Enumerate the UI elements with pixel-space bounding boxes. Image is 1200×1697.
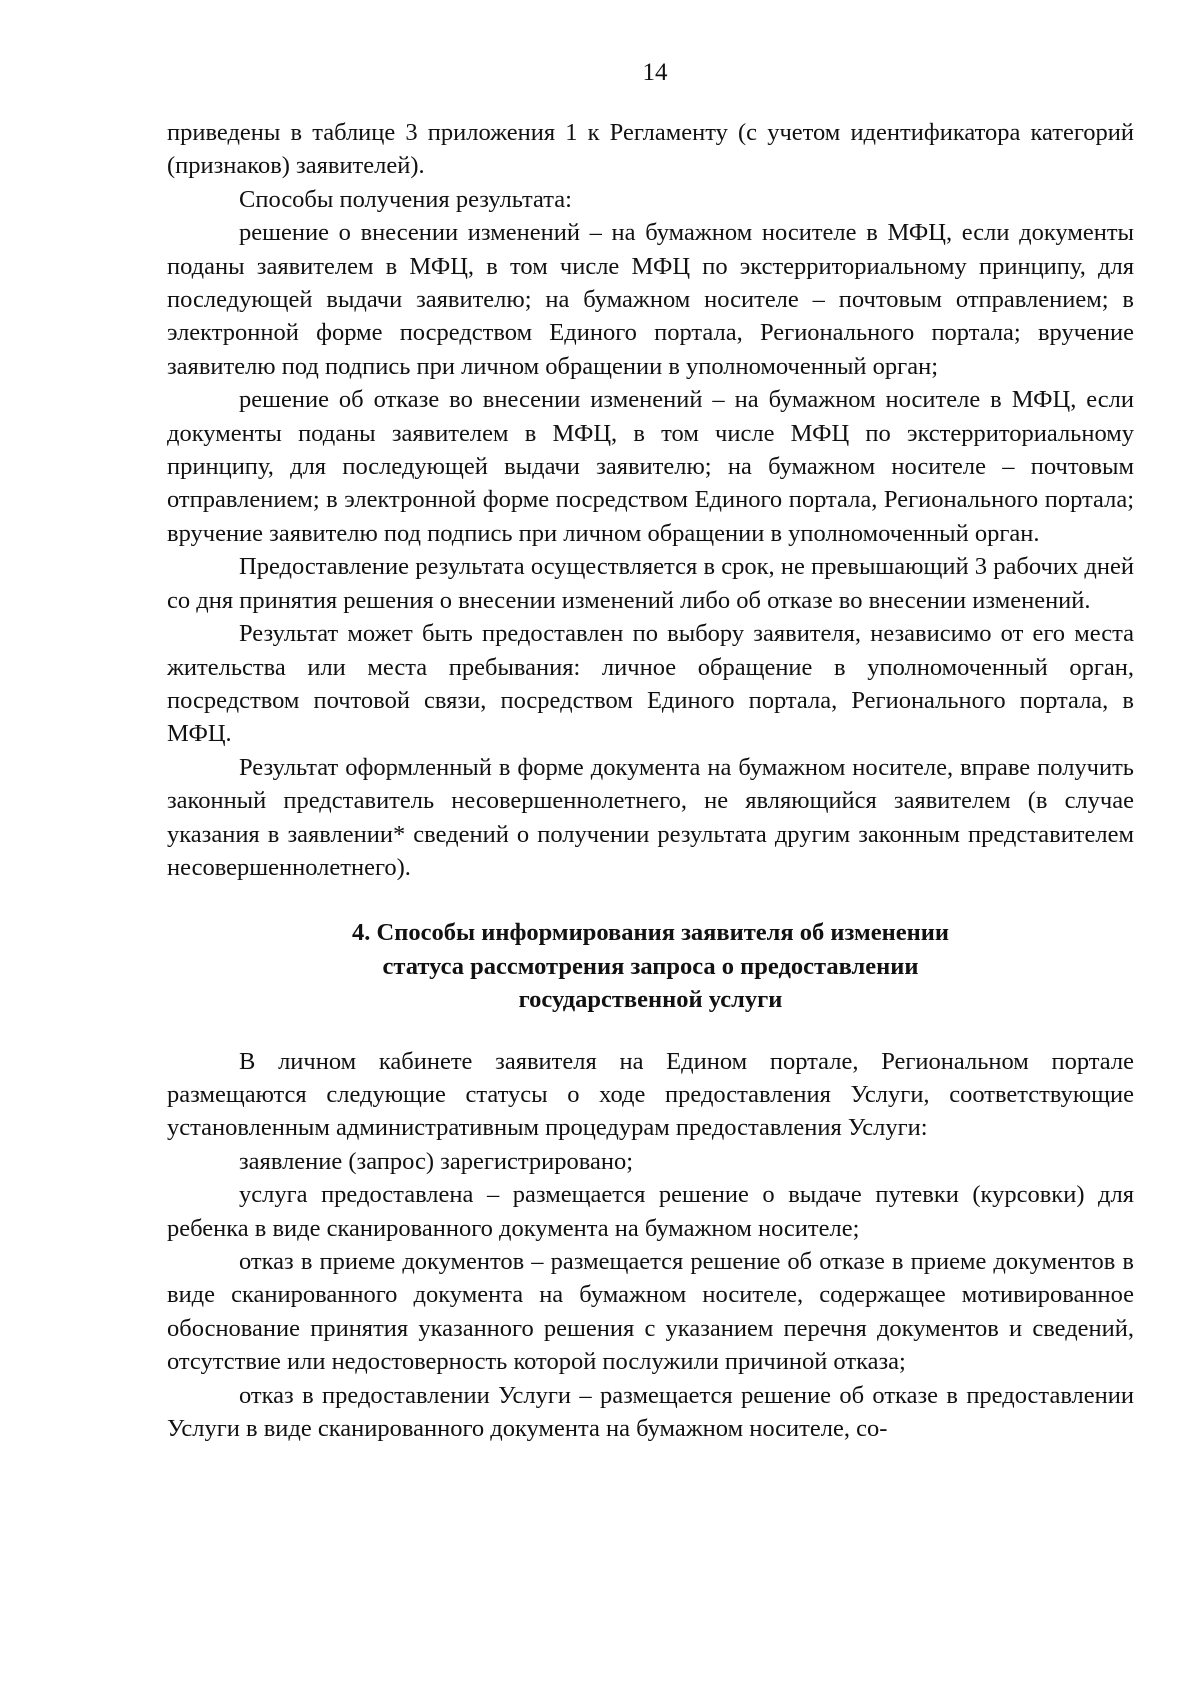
paragraph: Способы получения результата: xyxy=(239,185,572,213)
paragraph: Результат может быть предоставлен по выбору заявителя, независимо от его места жительства или места пребывания: личное обращение в уполномоченный орган, посредством почтовой связи, посредством Единого портала, Регионального портала, в МФЦ. xyxy=(167,620,1134,748)
paragraph: Результат оформленный в форме документа на бумажном носителе, вправе получить законный представитель несовершеннолетнего, не являющийся заявителем (в случае указания в заявлении* сведений о получении результата другим законным представителем несовершеннолетнего). xyxy=(167,753,1134,881)
paragraph: приведены в таблице 3 приложения 1 к Регламенту (с учетом идентификатора категорий (признаков) заявителей). xyxy=(167,119,1134,180)
paragraph: решение о внесении изменений – на бумажном носителе в МФЦ, если документы поданы заявителем в МФЦ, в том числе МФЦ по экстерриториальному принципу, для последующей выдачи заявителю; на бумажном носителе – почтовым отправлением; в электронной форме посредством Единого портала, Регионального портала; вручение заявителю под подпись при личном обращении в уполномоченный орган; xyxy=(167,219,1134,380)
document-body xyxy=(167,116,1134,1445)
paragraph: Предоставление результата осуществляется в срок, не превышающий 3 рабочих дней со дня принятия решения о внесении изменений либо об отказе во внесении изменений. xyxy=(167,553,1134,614)
section-heading-line: статуса рассмотрения запроса о предоставлении xyxy=(382,952,919,980)
page-number: 14 xyxy=(642,59,668,86)
paragraph: В личном кабинете заявителя на Едином портале, Региональном портале размещаются следующие статусы о ходе предоставления Услуги, соответствующие установленным административным процедурам предоставления Услуги: xyxy=(167,1047,1134,1142)
paragraph: отказ в приеме документов – размещается решение об отказе в приеме документов в виде сканированного документа на бумажном носителе, содержащее мотивированное обоснование принятия указанного решения с указанием перечня документов и сведений, отсутствие или недостоверность которой послужили причиной отказа; xyxy=(167,1248,1134,1376)
paragraph: услуга предоставлена – размещается решение о выдаче путевки (курсовки) для ребенка в виде сканированного документа на бумажном носителе; xyxy=(167,1181,1134,1242)
paragraph: отказ в предоставлении Услуги – размещается решение об отказе в предоставлении Услуги в виде сканированного документа на бумажном носителе, со- xyxy=(167,1381,1134,1443)
section-heading xyxy=(167,916,1134,1016)
paragraph: решение об отказе во внесении изменений – на бумажном носителе в МФЦ, если документы поданы заявителем в МФЦ, в том числе МФЦ по экстерриториальному принципу, для последующей выдачи заявителю; на бумажном носителе – почтовым отправлением; в электронной форме посредством Единого портала, Регионального портала; вручение заявителю под подпись при личном обращении в уполномоченный орган. xyxy=(167,386,1134,547)
section-heading-line: 4. Способы информирования заявителя об изменении xyxy=(352,919,949,947)
paragraph: заявление (запрос) зарегистрировано; xyxy=(239,1147,634,1175)
section-heading-line: государственной услуги xyxy=(518,986,783,1014)
